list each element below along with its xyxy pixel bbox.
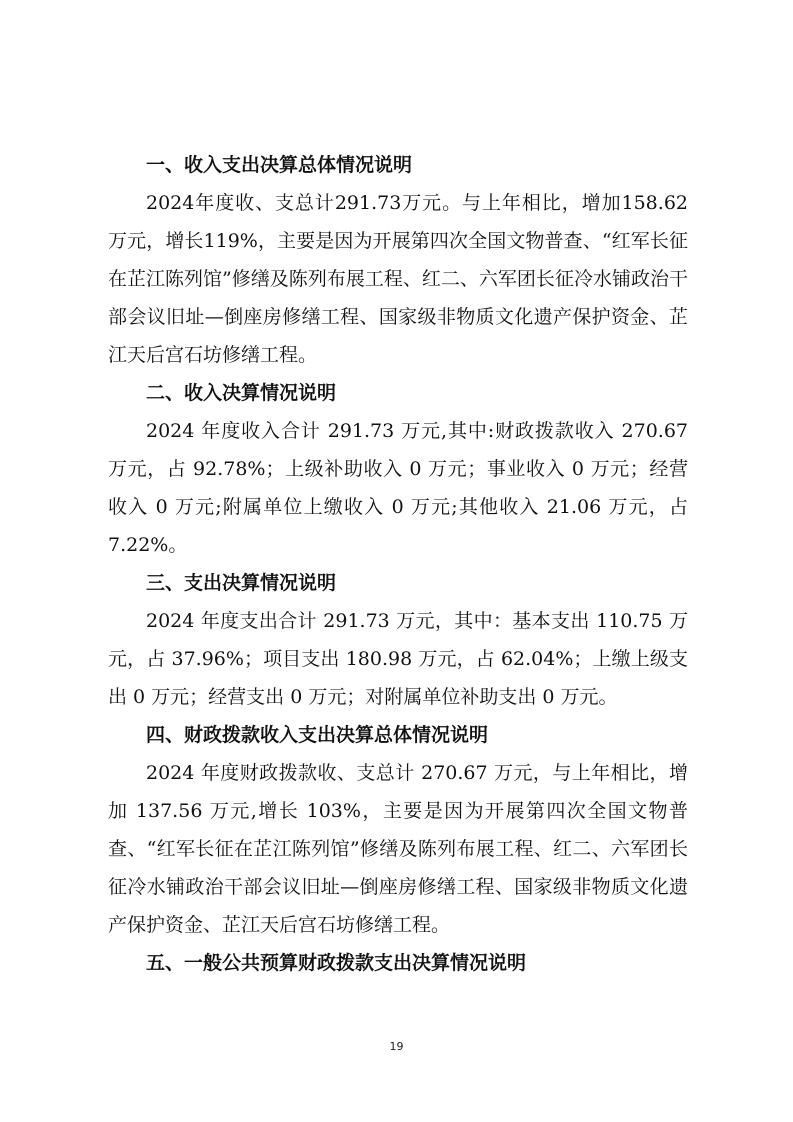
section-paragraph-2: 2024 年度收入合计 291.73 万元,其中:财政拨款收入 270.67 万元，占 92.78%；上级补助收入 0 万元；事业收入 0 万元；经营收入 0 万元;附属单位上缴收入 0 万元;其他收入 21.06 万元，占 7.22%。: [108, 420, 688, 556]
section-heading-5: 五、一般公共预算财政拨款支出决算情况说明: [146, 952, 527, 974]
section-paragraph-4: 2024 年度财政拨款收、支总计 270.67 万元，与上年相比，增加 137.56 万元,增长 103%，主要是因为开展第四次全国文物普查、“红军长征在芷江陈列馆”修缮及陈列布展工程、红二、六军团长征冷水铺政治干部会议旧址—倒座房修缮工程、国家级非物质文化遗产保护资金、芷江天后宫石坊修缮工程。: [108, 762, 688, 936]
page-number: 19: [389, 1040, 404, 1053]
section-paragraph-3: 2024 年度支出合计 291.73 万元，其中：基本支出 110.75 万元，占 37.96%；项目支出 180.98 万元，占 62.04%；上缴上级支出 0 万元；经营支出 0 万元；对附属单位补助支出 0 万元。: [108, 610, 688, 708]
section-heading-3: 三、支出决算情况说明: [146, 572, 337, 594]
section-paragraph-1: 2024年度收、支总计291.73万元。与上年相比，增加158.62万元，增长119%，主要是因为开展第四次全国文物普查、“红军长征在芷江陈列馆”修缮及陈列布展工程、红二、六军团长征冷水铺政治干部会议旧址—倒座房修缮工程、国家级非物质文化遗产保护资金、芷江天后宫石坊修缮工程。: [108, 192, 688, 366]
section-heading-2: 二、收入决算情况说明: [146, 382, 337, 404]
section-heading-1: 一、收入支出决算总体情况说明: [146, 154, 413, 176]
section-heading-4: 四、财政拨款收入支出决算总体情况说明: [146, 724, 489, 746]
document-body: [108, 146, 688, 982]
